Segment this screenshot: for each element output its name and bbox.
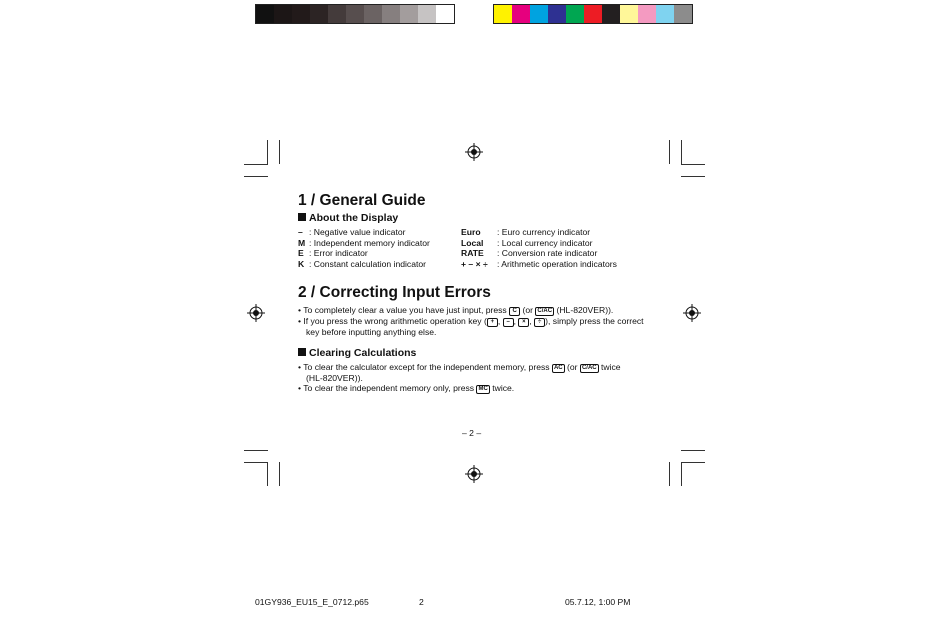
- color-swatch: [364, 5, 382, 23]
- color-swatch: [530, 5, 548, 23]
- color-swatch: [310, 5, 328, 23]
- indicator-row: Euro : Euro currency indicator: [461, 227, 591, 237]
- footer-page: 2: [419, 597, 424, 607]
- indicator-row: + – × ÷ : Arithmetic operation indicators: [461, 258, 617, 269]
- color-swatch: [512, 5, 530, 23]
- ac-key-icon: AC: [553, 365, 563, 371]
- registration-mark-right: [683, 304, 701, 322]
- bullet-continuation: key before inputting anything else.: [306, 326, 437, 337]
- plus-key-icon: +: [487, 318, 498, 327]
- indicator-row: M : Independent memory indicator: [298, 237, 430, 248]
- indicator-row: RATE : Conversion rate indicator: [461, 248, 598, 258]
- color-swatch: [418, 5, 436, 23]
- cac-key-icon: C/AC: [581, 365, 597, 371]
- c-key-icon: C: [509, 307, 520, 316]
- indicator-row: K : Constant calculation indicator: [298, 258, 427, 269]
- section-title-correcting-errors: 2 / Correcting Input Errors: [298, 284, 491, 301]
- color-swatch: [274, 5, 292, 23]
- multiply-key-icon: ×: [518, 318, 529, 327]
- minus-key-icon: –: [503, 318, 514, 327]
- section-title-general-guide: 1 / General Guide: [298, 192, 426, 209]
- bullet-clear-memory: • To clear the independent memory only, press MC twice.: [298, 383, 515, 393]
- subheading-about-display: [298, 212, 398, 224]
- cac-key-icon: C/AC: [537, 308, 553, 314]
- registration-mark-left: [247, 304, 265, 322]
- color-swatch: [494, 5, 512, 23]
- color-swatch: [292, 5, 310, 23]
- color-swatch: [602, 5, 620, 23]
- color-swatch: [656, 5, 674, 23]
- footer-filename: 01GY936_EU15_E_0712.p65: [255, 597, 369, 607]
- indicator-row: Local : Local currency indicator: [461, 237, 593, 248]
- mc-key-icon: MC: [478, 386, 488, 392]
- indicator-row: E : Error indicator: [298, 248, 368, 258]
- page-number: – 2 –: [462, 428, 482, 438]
- color-swatch: [436, 5, 454, 23]
- square-bullet-icon: [298, 213, 306, 221]
- color-swatch: [584, 5, 602, 23]
- bullet-wrong-operation: • If you press the wrong arithmetic operation key ( + , – , × , ÷ ), simply press the correct: [298, 316, 644, 326]
- color-swatch: [382, 5, 400, 23]
- subheading-text: Clearing Calculations: [309, 347, 417, 359]
- bullet-clear-value: • To completely clear a value you have just input, press C (or C/AC (HL-820VER)).: [298, 305, 614, 315]
- bullet-clear-calculator: • To clear the calculator except for the independent memory, press AC (or C/AC twice: [298, 362, 621, 372]
- registration-mark-top: [465, 143, 483, 161]
- footer-date: 05.7.12, 1:00 PM: [565, 597, 631, 607]
- color-swatch: [346, 5, 364, 23]
- color-swatch: [620, 5, 638, 23]
- square-bullet-icon: [298, 348, 306, 356]
- subheading-clearing-calculations: [298, 347, 416, 359]
- registration-mark-bottom: [465, 465, 483, 483]
- color-swatch: [400, 5, 418, 23]
- color-swatch: [674, 5, 692, 23]
- color-calibration-strip: [493, 4, 693, 24]
- color-swatch: [566, 5, 584, 23]
- color-swatch: [328, 5, 346, 23]
- color-swatch: [548, 5, 566, 23]
- color-swatch: [256, 5, 274, 23]
- bullet-continuation: (HL-820VER)).: [306, 372, 363, 383]
- divide-key-icon: ÷: [534, 318, 545, 327]
- color-swatch: [638, 5, 656, 23]
- grayscale-calibration-strip: [255, 4, 455, 24]
- subheading-text: About the Display: [309, 212, 399, 224]
- indicator-row: – : Negative value indicator: [298, 227, 406, 237]
